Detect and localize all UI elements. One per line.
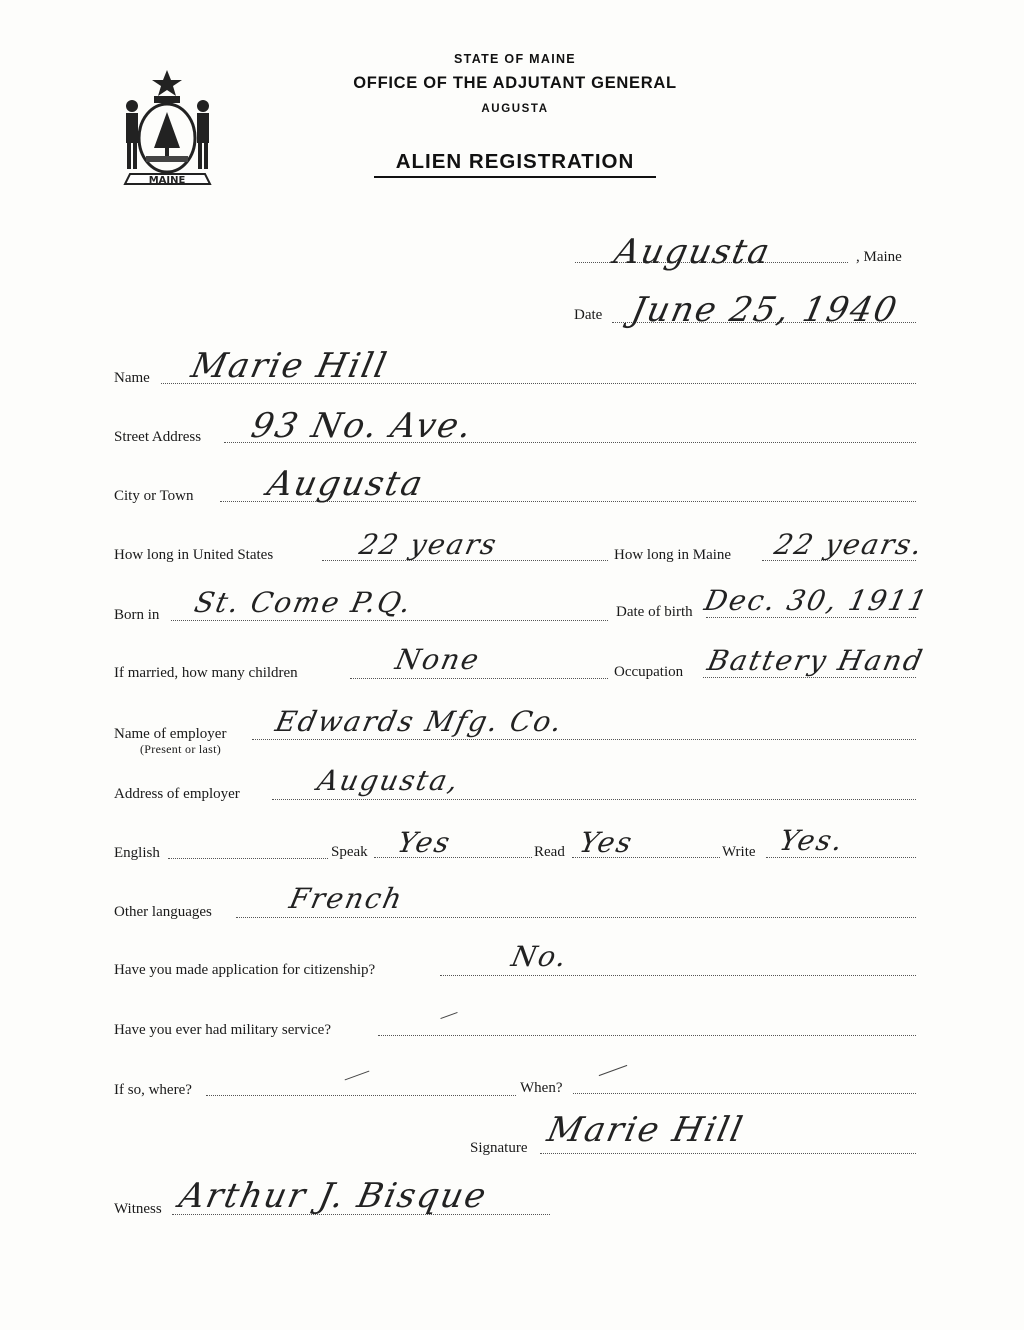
name-entry: Marie Hill [187, 346, 392, 386]
military-dash-mark [440, 1012, 457, 1019]
occupation-label: Occupation [614, 664, 684, 680]
other-lang-label: Other languages [114, 904, 212, 920]
when-line [573, 1093, 916, 1094]
military-line [378, 1035, 916, 1036]
form-title: ALIEN REGISTRATION [374, 150, 656, 178]
speak-label: Speak [331, 844, 368, 860]
signature-entry: Marie Hill [543, 1110, 748, 1150]
born-in-label: Born in [114, 607, 160, 623]
write-entry: Yes. [776, 824, 848, 857]
employer-sublabel: (Present or last) [140, 742, 222, 756]
military-label: Have you ever had military service? [114, 1022, 331, 1038]
street-label: Street Address [114, 429, 202, 445]
employer-addr-line [272, 799, 916, 800]
svg-text:MAINE: MAINE [148, 175, 186, 186]
employer-addr-entry: Augusta, [314, 764, 463, 797]
employer-entry: Edwards Mfg. Co. [272, 705, 567, 738]
city-label: City or Town [114, 488, 194, 504]
occupation-line [703, 677, 916, 678]
dob-line [706, 617, 916, 618]
witness-label: Witness [114, 1201, 162, 1217]
children-label: If married, how many children [114, 665, 298, 681]
header-state: STATE OF MAINE [454, 52, 576, 66]
header-office: OFFICE OF THE ADJUTANT GENERAL [353, 74, 677, 92]
english-line [168, 858, 328, 859]
where-dash-mark [345, 1071, 370, 1081]
write-label: Write [722, 844, 756, 860]
maine-state-seal-icon [110, 66, 225, 196]
read-label: Read [534, 844, 565, 860]
citizenship-label: Have you made application for citizenship? [114, 962, 376, 978]
me-long-entry: 22 years. [771, 528, 927, 561]
header-city: AUGUSTA [481, 103, 549, 115]
place-entry: Augusta [610, 232, 775, 272]
me-long-label: How long in Maine [614, 547, 732, 563]
children-entry: None [392, 643, 484, 676]
born-in-line [171, 620, 608, 621]
english-label: English [114, 845, 160, 861]
when-dash-mark [599, 1065, 628, 1076]
city-entry: Augusta [263, 464, 428, 504]
speak-entry: Yes [394, 826, 455, 859]
witness-entry: Arthur J. Bisque [175, 1176, 492, 1216]
children-line [350, 678, 608, 679]
read-entry: Yes [576, 826, 637, 859]
us-long-label: How long in United States [114, 547, 274, 563]
when-label: When? [520, 1080, 563, 1096]
employer-line [252, 739, 916, 740]
occupation-entry: Battery Hand [704, 644, 928, 677]
employer-label: Name of employer [114, 726, 227, 742]
name-label: Name [114, 370, 150, 386]
where-label: If so, where? [114, 1082, 192, 1098]
date-label: Date [574, 307, 603, 323]
dob-entry: Dec. 30, 1911 [701, 584, 932, 617]
dob-label: Date of birth [616, 604, 693, 620]
where-line [206, 1095, 516, 1096]
citizenship-entry: No. [508, 940, 572, 973]
write-line [766, 857, 916, 858]
other-lang-line [236, 917, 916, 918]
citizenship-line [440, 975, 916, 976]
other-lang-entry: French [286, 882, 407, 915]
signature-line [540, 1153, 916, 1154]
employer-addr-label: Address of employer [114, 786, 240, 802]
date-entry: June 25, 1940 [627, 290, 903, 330]
born-in-entry: St. Come P.Q. [191, 586, 416, 619]
maine-label: , Maine [856, 249, 902, 265]
us-long-entry: 22 years [356, 528, 501, 561]
signature-label: Signature [470, 1140, 528, 1156]
street-entry: 93 No. Ave. [247, 406, 477, 446]
